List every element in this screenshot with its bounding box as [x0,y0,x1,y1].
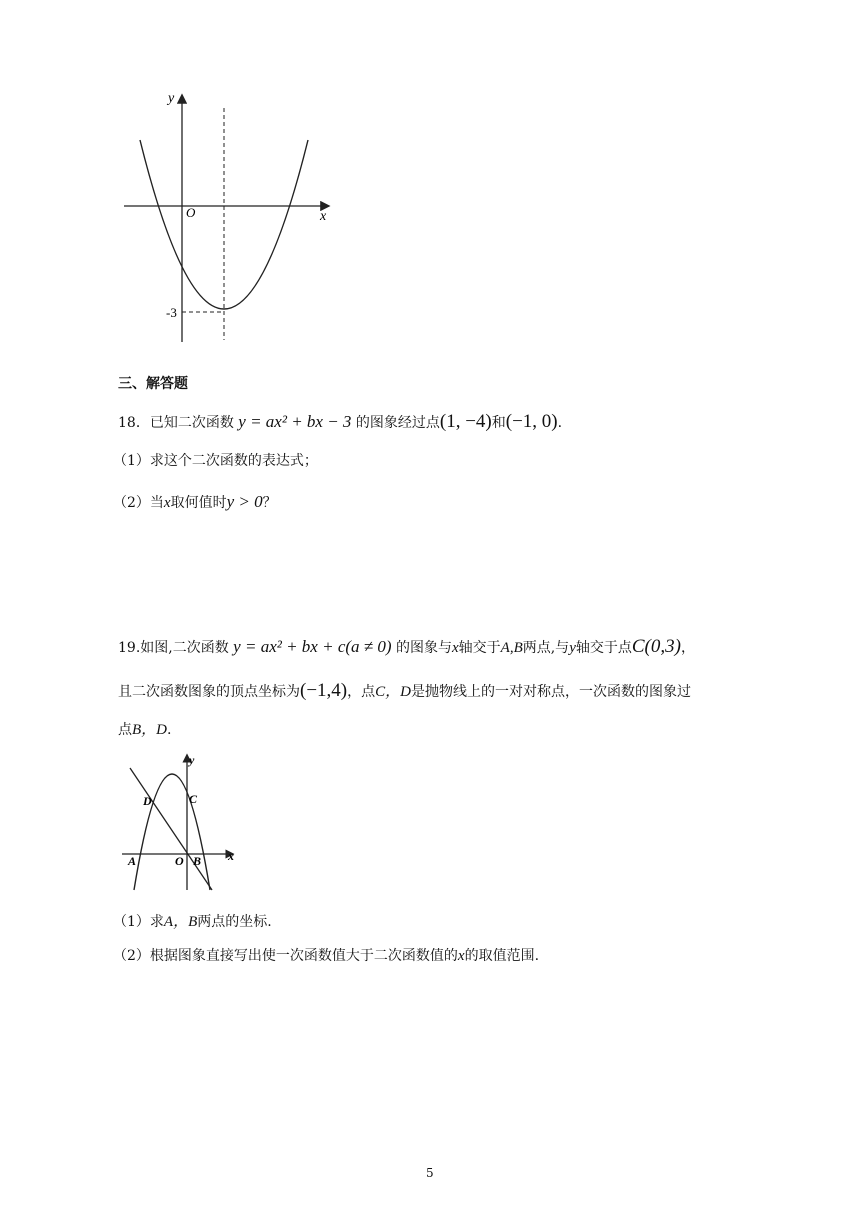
fig2-label-A: A [128,854,137,868]
q19-line1-b: 的图象与 [395,640,452,656]
q19-line1-x: x [451,640,459,656]
q18-sub2-end: ？ [262,495,277,511]
q19-line2-b: ，点 [347,684,376,700]
q19-line2-a: 且二次函数图象的顶点坐标为 [118,684,300,700]
q19-line1-y: y [569,640,576,656]
q19-sub2-b: 的取值范围. [464,948,540,964]
q18-sub2 [113,490,277,515]
q19-line1-a: 如图,二次函数 [140,640,229,656]
q19-number: 19. [118,640,141,656]
q18-number: 18． [118,415,150,431]
q18-point1: (1, −4) [439,411,492,432]
fig2-label-x: x [228,849,234,863]
q19-point-C: C(0,3) [631,636,681,657]
q18-point2: (−1, 0) [505,411,558,432]
q18-formula: y = ax² + bx − 3 [238,412,352,431]
q18-sub2-var: x [163,495,171,511]
q19-line2 [118,678,691,705]
q19-line1 [118,634,695,661]
q19-line3-end: . [167,722,172,738]
question-18 [118,410,562,435]
fig2-label-y: y [189,753,195,767]
q19-formula: y = ax² + bx + c(a ≠ 0) [233,637,392,656]
q19-vertex: (−1,4) [300,680,348,701]
q19-sub1-a: （1）求 [113,914,164,930]
q18-text-b: 的图象经过点 [355,415,440,431]
tick-label-minus3: -3 [166,305,177,320]
figure-parabola-1 [110,80,350,350]
fig2-label-B: B [193,854,202,868]
q19-line1-end: ， [680,640,695,656]
q18-sub2-a: （2）当 [113,495,164,511]
q18-sub2-b: 取何值时 [170,495,227,511]
q19-line1-d: 两点,与 [522,640,570,656]
q19-sub1 [113,912,272,932]
page-number: 5 [426,1166,434,1180]
q19-line1-AB: A,B [500,640,523,656]
fig2-label-D: D [143,794,152,808]
x-axis-label: x [320,209,327,224]
fig2-label-C: C [189,792,198,806]
section-heading: 三、解答题 [118,376,188,392]
q18-text-c: 和 [491,415,506,431]
q18-text-a: 已知二次函数 [149,415,234,431]
q19-line2-CD: C，D [375,684,411,700]
q18-sub2-ineq: y > 0 [226,492,263,511]
q19-line1-c: 轴交于 [458,640,501,656]
q19-line2-c: 是抛物线上的一对对称点，一次函数的图象过 [410,684,691,700]
q19-sub1-AB: A，B [163,914,198,930]
q19-sub2-x: x [457,948,465,964]
q19-line3-a: 点 [118,722,132,738]
q19-line3-BD: B，D [132,722,167,738]
origin-label: O [186,205,196,220]
figure-parabola-2 [118,750,248,895]
q19-line1-e: 轴交于点 [575,640,632,656]
q18-sub1: （1）求这个二次函数的表达式； [113,453,318,469]
q19-sub2-a: （2）根据图象直接写出使一次函数值大于二次函数值的 [113,948,458,964]
y-axis-label: y [168,91,175,106]
q19-sub2 [113,946,539,966]
fig2-label-O: O [175,854,184,868]
fig2-line-BD [130,768,212,890]
q19-sub1-b: 两点的坐标. [197,914,272,930]
q18-end: . [557,415,563,431]
q19-line3 [118,720,171,740]
